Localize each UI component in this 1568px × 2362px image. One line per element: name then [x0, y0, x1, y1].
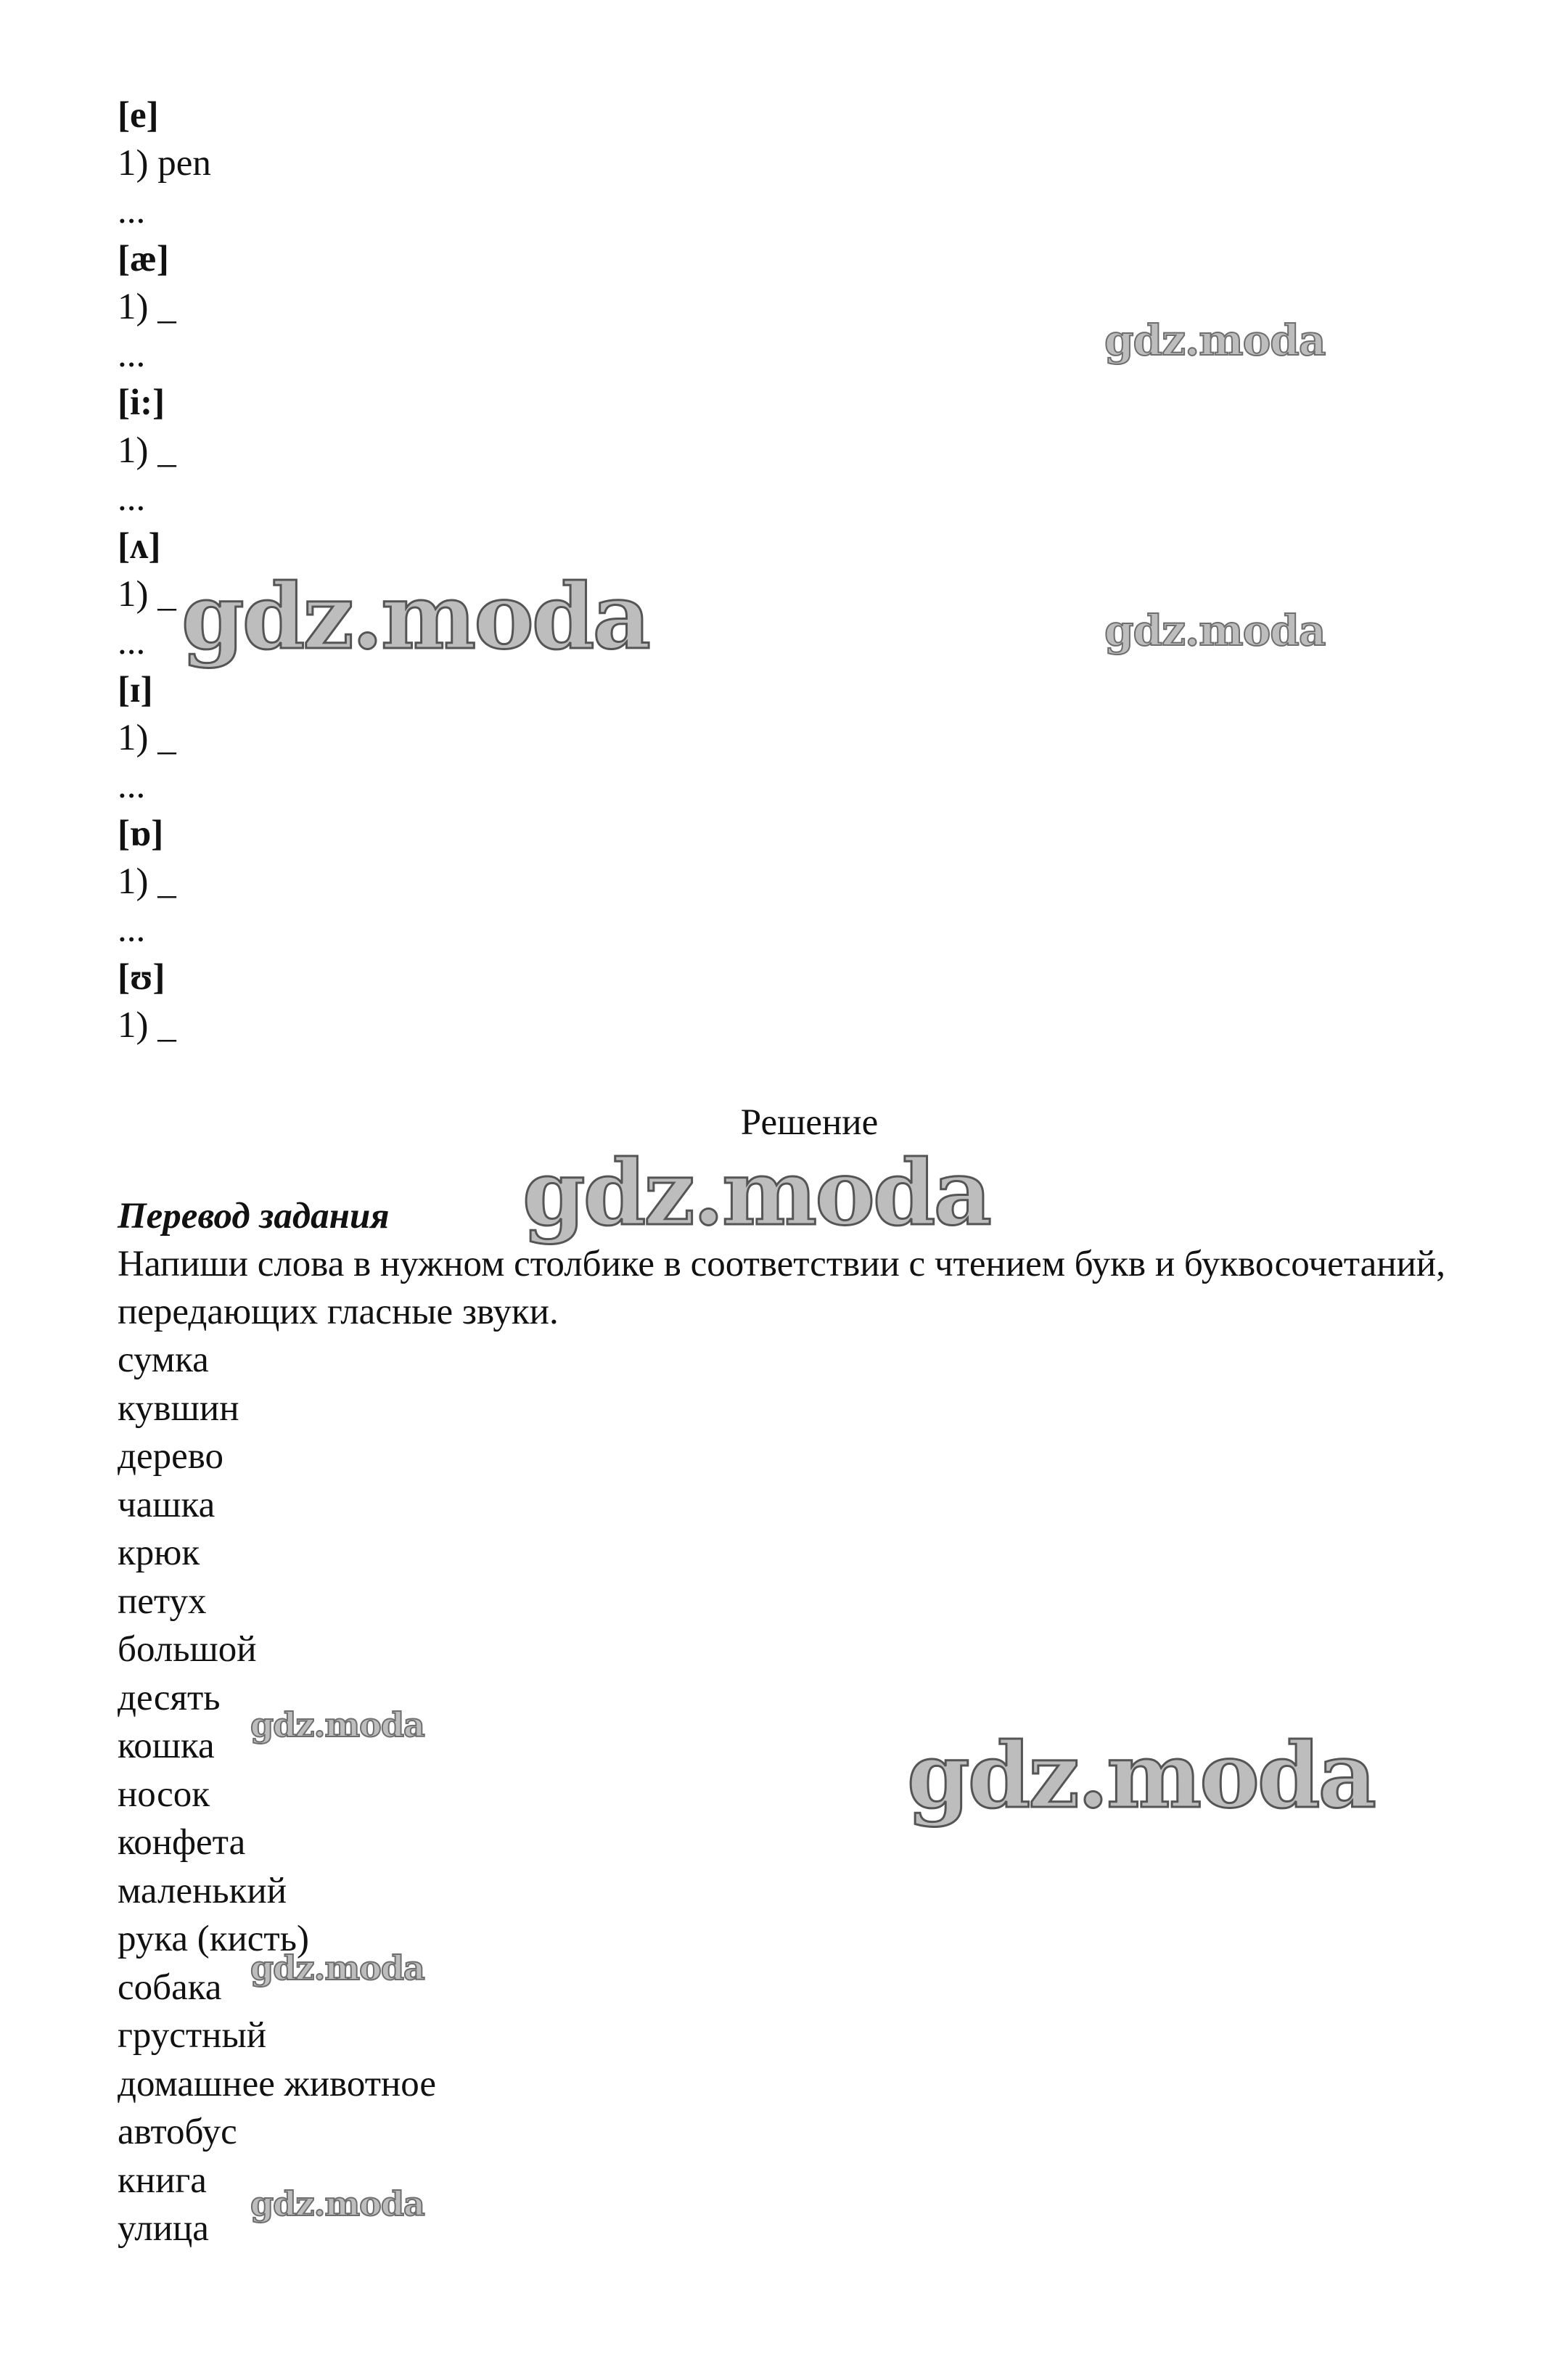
sound-ellipsis-small-i: ... [118, 766, 146, 806]
sound-example-wedge: 1) _ [118, 574, 176, 615]
watermark: gdz.moda [522, 1141, 990, 1246]
word-item: носок [118, 1774, 210, 1815]
word-item: грустный [118, 2015, 267, 2056]
word-item: домашнее животное [118, 2064, 437, 2104]
instruction-text: Напиши слова в нужном столбике в соответствии с чтением букв и буквосочетаний, передающих гласные звуки. [118, 1244, 1445, 1332]
sound-example-open-o: 1) _ [118, 861, 176, 902]
sound-label-open-o: [ɒ] [118, 813, 164, 854]
word-item: книга [118, 2160, 207, 2201]
sound-label-e: [e] [118, 95, 159, 136]
watermark: gdz.moda [1104, 316, 1326, 365]
word-item: чашка [118, 1485, 216, 1525]
word-item: автобус [118, 2112, 237, 2152]
word-item: дерево [118, 1436, 223, 1477]
sound-example-small-i: 1) _ [118, 718, 176, 758]
watermark: gdz.moda [250, 2184, 424, 2223]
solution-heading: Решение [740, 1102, 879, 1143]
word-item: петух [118, 1581, 207, 1622]
word-item: кошка [118, 1726, 215, 1766]
word-item: крюк [118, 1533, 200, 1573]
word-item: рука (кисть) [118, 1919, 309, 1959]
word-item: конфета [118, 1822, 246, 1863]
word-item: улица [118, 2208, 209, 2249]
sound-ellipsis-i-long: ... [118, 478, 146, 519]
word-item: десять [118, 1678, 221, 1718]
sound-ellipsis-wedge: ... [118, 622, 146, 663]
sound-example-i-long: 1) _ [118, 430, 176, 471]
watermark: gdz.moda [250, 1948, 424, 1988]
sound-label-ae: [æ] [118, 239, 169, 279]
word-item: большой [118, 1629, 257, 1670]
sound-ellipsis-ae: ... [118, 335, 146, 375]
sound-example-ae: 1) _ [118, 287, 176, 327]
word-item: кувшин [118, 1388, 239, 1429]
sound-label-i-long: [i:] [118, 382, 165, 423]
sound-ellipsis-e: ... [118, 191, 146, 231]
watermark: gdz.moda [1104, 606, 1326, 655]
translation-title: Перевод задания [118, 1196, 390, 1237]
word-item: собака [118, 1967, 222, 2008]
sound-label-small-i: [ɪ] [118, 670, 153, 710]
sound-ellipsis-open-o: ... [118, 909, 146, 950]
watermark: gdz.moda [181, 565, 649, 670]
sound-label-wedge: [ʌ] [118, 526, 161, 567]
sound-example-upsilon: 1) _ [118, 1005, 176, 1046]
watermark: gdz.moda [907, 1723, 1374, 1829]
word-item: сумка [118, 1340, 209, 1380]
watermark: gdz.moda [250, 1705, 424, 1744]
sound-example-e: 1) pen [118, 143, 211, 184]
sound-label-upsilon: [ʊ] [118, 957, 165, 998]
word-item: маленький [118, 1871, 287, 1911]
